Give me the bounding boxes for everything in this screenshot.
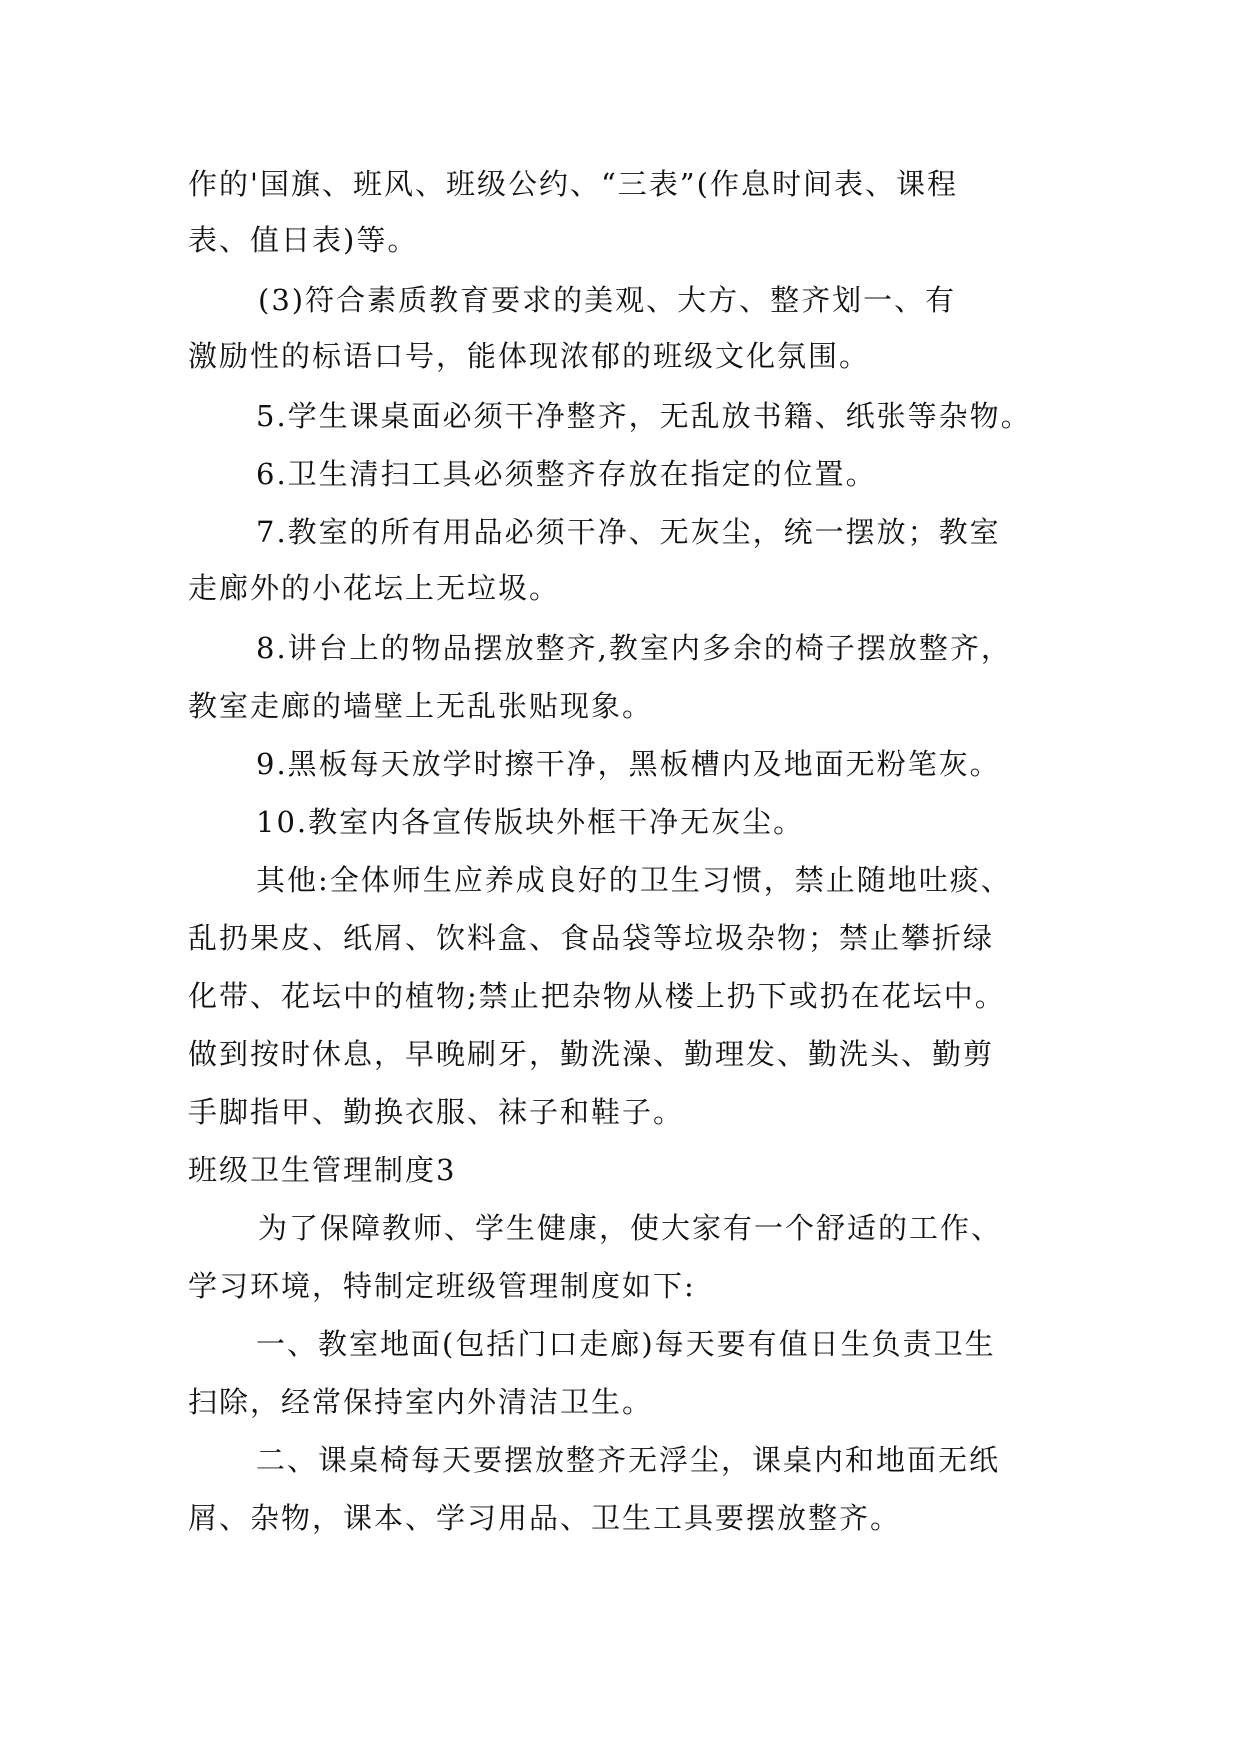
- text-line: 6.卫生清扫工具必须整齐存放在指定的位置。: [256, 457, 877, 491]
- text-line: 乱扔果皮、纸屑、饮料盒、食品袋等垃圾杂物；禁止攀折绿: [188, 921, 995, 955]
- text-line: 走廊外的小花坛上无垃圾。: [188, 571, 561, 605]
- text-line: 手脚指甲、勤换衣服、袜子和鞋子。: [188, 1095, 685, 1129]
- section-heading: 班级卫生管理制度3: [188, 1153, 457, 1187]
- text-line: 激励性的标语口号，能体现浓郁的班级文化氛围。: [188, 339, 871, 373]
- text-line: 9.黑板每天放学时擦干净，黑板槽内及地面无粉笔灰。: [256, 747, 1001, 781]
- text-line: 学习环境，特制定班级管理制度如下:: [188, 1269, 696, 1303]
- text-line: 一、教室地面(包括门口走廊)每天要有值日生负责卫生: [256, 1327, 996, 1361]
- text-line: 其他:全体师生应养成良好的卫生习惯，禁止随地吐痰、: [256, 863, 1012, 897]
- text-line: (3)符合素质教育要求的美观、大方、整齐划一、有: [258, 283, 957, 317]
- text-line: 二、课桌椅每天要摆放整齐无浮尘，课桌内和地面无纸: [256, 1443, 1001, 1477]
- text-line: 10.教室内各宣传版块外框干净无灰尘。: [256, 805, 805, 839]
- text-line: 化带、花坛中的植物;禁止把杂物从楼上扔下或扔在花坛中。: [188, 979, 1006, 1013]
- text-line: 做到按时休息，早晚刷牙，勤洗澡、勤理发、勤洗头、勤剪: [188, 1037, 995, 1071]
- text-line: 为了保障教师、学生健康，使大家有一个舒适的工作、: [258, 1211, 1003, 1245]
- text-line: 屑、杂物，课本、学习用品、卫生工具要摆放整齐。: [188, 1501, 902, 1535]
- text-line: 扫除，经常保持室内外清洁卫生。: [188, 1385, 654, 1419]
- text-line: 7.教室的所有用品必须干净、无灰尘，统一摆放；教室: [256, 515, 1001, 549]
- text-line: 5.学生课桌面必须干净整齐，无乱放书籍、纸张等杂物。: [256, 399, 1032, 433]
- text-line: 表、值日表)等。: [188, 223, 419, 257]
- text-line: 教室走廊的墙壁上无乱张贴现象。: [188, 689, 654, 723]
- text-line: 作的'国旗、班风、班级公约、“三表”(作息时间表、课程: [188, 167, 958, 201]
- text-line: 8.讲台上的物品摆放整齐,教室内多余的椅子摆放整齐，: [256, 631, 1012, 665]
